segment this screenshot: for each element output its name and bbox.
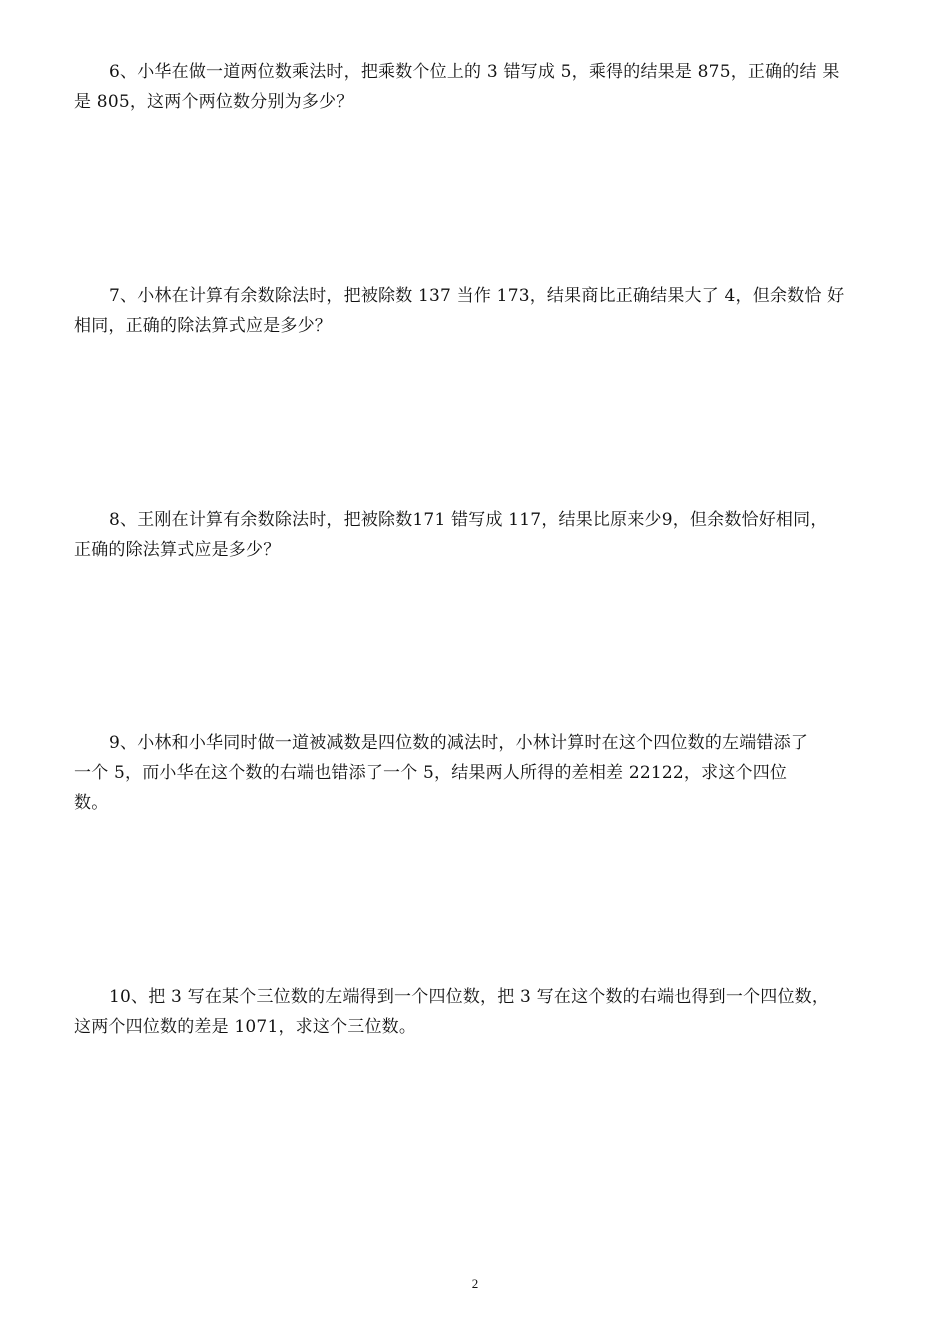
problem-8 (74, 505, 880, 565)
problem-9-line-2: 一个 5，而小华在这个数的右端也错添了一个 5，结果两人所得的差相差 22122，求这个四位 (74, 763, 788, 783)
problem-9 (74, 728, 880, 818)
problem-8-line-2: 正确的除法算式应是多少？ (74, 540, 281, 560)
problem-6-line-1: 6、小华在做一道两位数乘法时，把乘数个位上的 3 错写成 5，乘得的结果是 875，正确的结 果 (109, 62, 840, 82)
problem-7-line-2: 相同，正确的除法算式应是多少？ (74, 316, 332, 336)
problem-6-line-2: 是 805，这两个两位数分别为多少？ (74, 92, 354, 112)
problem-6 (74, 57, 880, 117)
problem-10-line-1: 10、把 3 写在某个三位数的左端得到一个四位数，把 3 写在这个数的右端也得到一个四位数， (109, 987, 830, 1007)
problem-10 (74, 982, 880, 1042)
problem-7-line-1: 7、小林在计算有余数除法时，把被除数 137 当作 173，结果商比正确结果大了 4，但余数恰 好 (109, 286, 845, 306)
problem-9-line-3: 数。 (74, 793, 109, 813)
problem-7 (74, 281, 880, 341)
problem-8-line-1: 8、王刚在计算有余数除法时，把被除数171 错写成 117，结果比原来少9，但余数恰好相同， (109, 510, 828, 530)
problem-10-line-2: 这两个四位数的差是 1071，求这个三位数。 (74, 1017, 417, 1037)
problem-9-line-1: 9、小林和小华同时做一道被减数是四位数的减法时，小林计算时在这个四位数的左端错添了 (109, 733, 809, 753)
page-number: 2 (471, 1276, 479, 1291)
